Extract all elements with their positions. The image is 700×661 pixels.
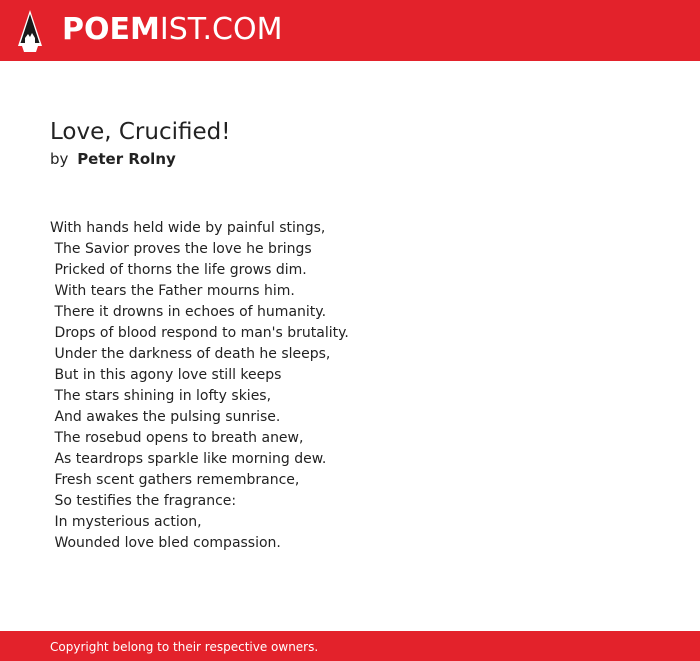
- by-label: by: [50, 150, 69, 168]
- site-logo[interactable]: [62, 12, 282, 48]
- site-footer: [0, 631, 700, 661]
- poem-line: The stars shining in lofty skies,: [50, 388, 272, 404]
- poem-line: And awakes the pulsing sunrise.: [50, 409, 281, 425]
- poem-line: In mysterious action,: [50, 514, 202, 530]
- poem-line: The rosebud opens to breath anew,: [50, 430, 304, 446]
- logo-bold-text: POEM: [62, 12, 160, 47]
- poem-line: Under the darkness of death he sleeps,: [50, 346, 331, 362]
- poem-line: The Savior proves the love he brings: [50, 241, 312, 257]
- poem-body: [50, 218, 650, 554]
- poem-line: There it drowns in echoes of humanity.: [50, 304, 327, 320]
- poem-author: Peter Rolny: [77, 150, 176, 168]
- poem-title: Love, Crucified!: [50, 119, 231, 145]
- poem-line: Fresh scent gathers remembrance,: [50, 472, 300, 488]
- poem-line: Pricked of thorns the life grows dim.: [50, 262, 307, 278]
- poem-line: So testifies the fragrance:: [50, 493, 237, 509]
- poem-line: Wounded love bled compassion.: [50, 535, 281, 551]
- poem-line: With tears the Father mourns him.: [50, 283, 295, 299]
- poem-line: Drops of blood respond to man's brutality.: [50, 325, 349, 341]
- pencil-logo-icon[interactable]: [18, 10, 42, 52]
- poem-byline: [50, 148, 176, 170]
- poem-line: As teardrops sparkle like morning dew.: [50, 451, 327, 467]
- poem-line: But in this agony love still keeps: [50, 367, 282, 383]
- poem-line: With hands held wide by painful stings,: [50, 220, 326, 236]
- logo-light-text: IST.COM: [159, 12, 283, 47]
- site-header: [0, 0, 700, 61]
- copyright-text: Copyright belong to their respective owners.: [50, 640, 319, 654]
